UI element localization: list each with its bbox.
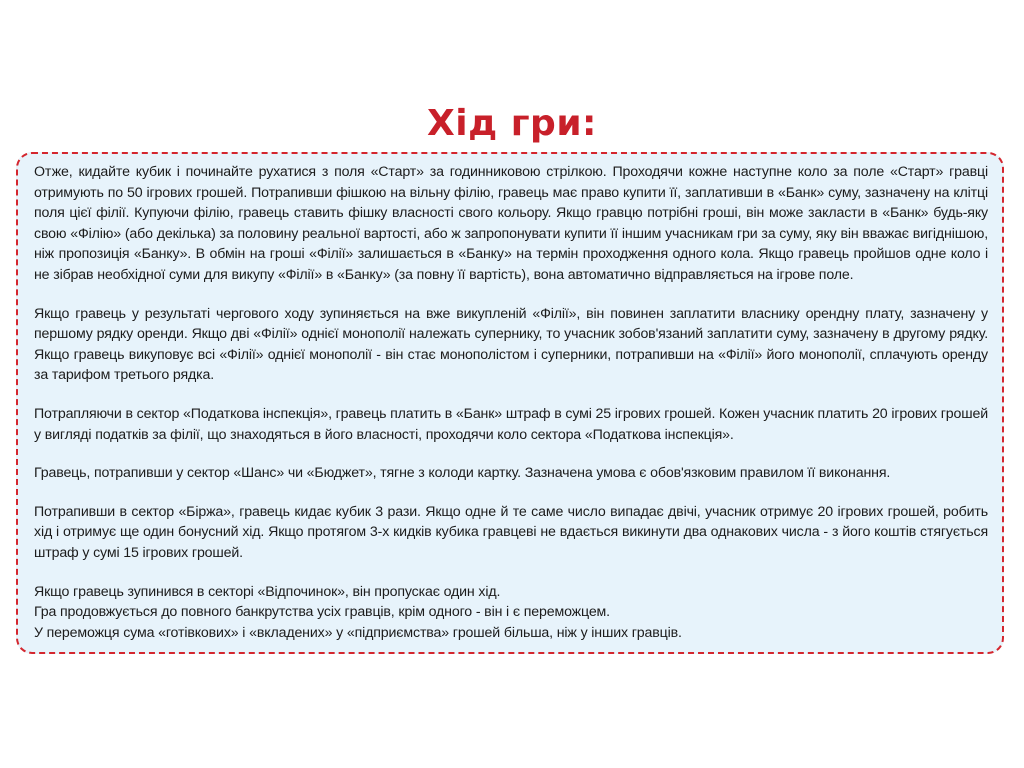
rules-paragraph-exchange: Потрапивши в сектор «Біржа», гравець кидає кубик 3 рази. Якщо одне й те саме число випадає двічі, учасник отримує 20 ігрових грошей, робить хід і отримує ще один бонусний хід. Якщо протягом 3-х кидків кубика гравцеві не вдається викинути два однакових числа - з його коштів стягується штраф у сумі 15 ігрових грошей.	[34, 503, 988, 561]
page-title: Хід гри:	[427, 103, 597, 144]
rules-paragraph-rent: Якщо гравець у результаті чергового ходу зупиняється на вже викупленій «Філії», він повинен заплатити власнику орендну плату, зазначену у першому рядку оренди. Якщо дві «Філії» однієї монополії належать супернику, то учасник зобов'язаний заплатити суму, зазначену в другому рядку. Якщо гравець викуповує всі «Філії» однієї монополії - він стає монополістом і суперники, потрапивши на «Філії» його монополії, сплачують оренду за тарифом третього рядка.	[34, 305, 988, 384]
rules-paragraph-chance: Гравець, потрапивши у сектор «Шанс» чи «Бюджет», тягне з колоди картку. Зазначена умова є обов'язковим правилом її виконання.	[34, 465, 891, 482]
rules-line-winner: У переможця сума «готівкових» і «вкладених» у «підприємства» грошей більша, ніж у інших гравців.	[34, 624, 682, 641]
rules-line-bankruptcy: Гра продовжується до повного банкрутства усіх гравців, крім одного - він і є переможцем.	[34, 604, 610, 621]
rules-paragraph-start: Отже, кидайте кубик і починайте рухатися з поля «Старт» за годинниковою стрілкою. Проходячи кожне наступне коло за поле «Старт» гравці отримують по 50 ігрових грошей. Потрапивши фішкою на вільну філію, гравець має право купити її, заплативши в «Банк» суму, зазначену на клітці поля цієї філії. Купуючи філію, гравець ставить фішку власності свого кольору. Якщо гравцю потрібні гроші, він може закласти в «Банк» будь-яку свою «Філію» (або декілька) за половину реальної вартості, або ж запропонувати купити її іншим учасникам гри за суму, яку він вважає вигіднішою, ніж пропозиція «Банку». В обмін на гроші «Філії» залишається в «Банку» на термін проходження одного кола. Якщо гравець пройшов одне коло і не зібрав необхідної суми для викупу «Філії» в «Банку» (за повну її вартість), вона автоматично відправляється на ігрове поле.	[34, 164, 988, 283]
rules-paragraph-tax: Потрапляючи в сектор «Податкова інспекція», гравець платить в «Банк» штраф в сумі 25 ігрових грошей. Кожен учасник платить 20 ігрових грошей у вигляді податків за філії, що знаходяться в його власності, проходячи коло сектора «Податкова інспекція».	[34, 405, 988, 443]
rules-paragraph-final	[34, 582, 988, 644]
rules-panel	[16, 152, 1004, 654]
rules-line-rest: Якщо гравець зупинився в секторі «Відпочинок», він пропускає один хід.	[34, 583, 501, 600]
